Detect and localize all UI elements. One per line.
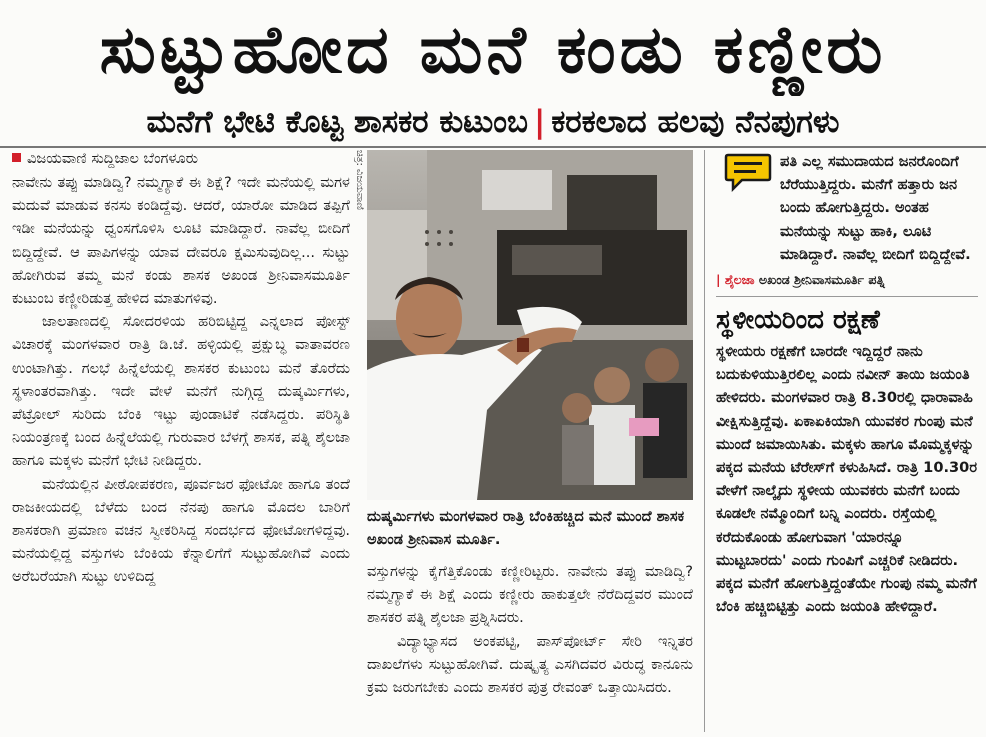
byline-marker-icon — [12, 153, 21, 162]
photo-caption: ದುಷ್ಕರ್ಮಿಗಳು ಮಂಗಳವಾರ ರಾತ್ರಿ ಬೆಂಕಿಹಚ್ಚಿದ ಮನೆ ಮುಂದೆ ಶಾಸಕ ಅಖಂಡ ಶ್ರೀನಿವಾಸ ಮೂರ್ತಿ. — [367, 508, 685, 549]
col1-paragraph-1: ನಾವೇನು ತಪ್ಪು ಮಾಡಿದ್ವಿ? ನಮ್ಮಗ್ಯಾಕೆ ಈ ಶಿಕ್ಷೆ? ಇದೇ ಮನೆಯಲ್ಲಿ ಮಗಳ ಮದುವೆ ಮಾಡುವ ಕನಸು ಕಂಡಿದ್ದೆವು. ಆದರೆ, ಯಾರೋ ಮಾಡಿದ ತಪ್ಪಿಗೆ ಇಡೀ ಮನೆಯನ್ನು ಧ್ವಂಸಗೊಳಿಸಿ ಲೂಟಿ ಮಾಡಿದ್ದಾರೆ. ನಾವೆಲ್ಲ ಬೀದಿಗೆ ಬಿದ್ದಿದ್ದೇವೆ. ಆ ಪಾಪಿಗಳನ್ನು ಯಾವ ದೇವರೂ ಕ್ಷಮಿಸುವುದಿಲ್ಲ... ಸುಟ್ಟು ಹೋಗಿರುವ ತಮ್ಮ ಮನೆ ಕಂಡು ಶಾಸಕ ಅಖಂಡ ಶ್ರೀನಿವಾಸಮೂರ್ತಿ ಕುಟುಂಬ ಕಣ್ಣೀರಿಡುತ್ತ ಹೇಳಿದ ಮಾತುಗಳಿವು. — [12, 174, 350, 308]
column-divider — [704, 150, 705, 732]
subheadline — [10, 100, 976, 144]
photo-credit: ಚಿತ್ರ: ವಿಜಯವಾಣಿ — [354, 150, 365, 210]
news-photo — [367, 150, 693, 500]
col1-paragraph-3: ಮನೆಯಲ್ಲಿನ ಪೀಠೋಪಕರಣ, ಪೂರ್ವಜರ ಫೋಟೋ ಹಾಗೂ ತಂದೆ ರಾಜಕೀಯದಲ್ಲಿ ಬೆಳೆದು ಬಂದ ನೆನಪು ಹಾಗೂ ಮೊದಲ ಬಾರಿಗೆ ಶಾಸಕರಾಗಿ ಪ್ರಮಾಣ ವಚನ ಸ್ವೀಕರಿಸಿದ್ದ ಸಂದರ್ಭದ ಫೋಟೋಗಳಿದ್ದವು. ಮನೆಯಲ್ಲಿದ್ದ ವಸ್ತುಗಳು ಬೆಂಕಿಯ ಕೆನ್ನಾಲಿಗೆಗೆ ಸುಟ್ಟುಹೋಗಿವೆ ಎಂದು ಅರೆಬರೆಯಾಗಿ ಸುಟ್ಟು ಉಳಿದಿದ್ದ — [12, 475, 350, 586]
subhead-separator: | — [534, 104, 546, 140]
quote-speaker: ಶೈಲಜಾ — [724, 272, 755, 287]
quote-body: ಪತಿ ಎಲ್ಲ ಸಮುದಾಯದ ಜನರೊಂದಿಗೆ ಬೆರೆಯುತ್ತಿದ್ದರು. ಮನೆಗೆ ಹತ್ತಾರು ಜನ ಬಂದು ಹೋಗುತ್ತಿದ್ದರು. ಅಂತಹ ಮನೆಯನ್ನು ಸುಟ್ಟು ಹಾಕಿ, ಲೂಟಿ ಮಾಡಿದ್ದಾರೆ. ನಾವೆಲ್ಲ ಬೀದಿಗೆ ಬಿದ್ದಿದ್ದೇವೆ. — [780, 153, 971, 263]
headline: ಸುಟ್ಟುಹೋದ ಮನೆ ಕಂಡು ಕಣ್ಣೀರು — [99, 11, 887, 88]
sidebar-text: ಸ್ಥಳೀಯರು ರಕ್ಷಣೆಗೆ ಬಾರದೇ ಇದ್ದಿದ್ದರೆ ನಾನು ಬದುಕುಳಿಯುತ್ತಿರಲಿಲ್ಲ ಎಂದು ನವೀನ್ ತಾಯಿ ಜಯಂತಿ ಹೇಳಿದರು. ಮಂಗಳವಾರ ರಾತ್ರಿ 8.30ರಲ್ಲಿ ಧಾರಾವಾಹಿ ವೀಕ್ಷಿಸುತ್ತಿದ್ದೆವು. ಏಕಾಏಕಿಯಾಗಿ ಯುವಕರ ಗುಂಪು ಮನೆ ಮುಂದೆ ಜಮಾಯಿಸಿತು. ಮಕ್ಕಳು ಹಾಗೂ ಮೊಮ್ಮಕ್ಕಳನ್ನು ಪಕ್ಕದ ಮನೆಯ ಟೆರೇಸ್‌ಗೆ ಕಳುಹಿಸಿದೆ. ರಾತ್ರಿ 10.30ರ ವೇಳೆಗೆ ನಾಲ್ಕೈದು ಸ್ಥಳೀಯ ಯುವಕರು ಮನೆಗೆ ಬಂದು ಕೂಡಲೇ ನಮ್ಮೊಂದಿಗೆ ಬನ್ನಿ ಎಂದರು. ರಸ್ತೆಯಲ್ಲಿ ಕರೆದುಕೊಂಡು ಹೋಗುವಾಗ 'ಯಾರನ್ನೂ ಮುಟ್ಟಬಾರದು' ಎಂದು ಗುಂಪಿಗೆ ಎಚ್ಚರಿಕೆ ನೀಡಿದರು. ಪಕ್ಕದ ಮನೆಗೆ ಹೋಗುತ್ತಿದ್ದಂತೆಯೇ ಗುಂಪು ನಮ್ಮ ಮನೆಗೆ ಬೆಂಕಿ ಹಚ್ಚಿಬಿಟ್ಟಿತ್ತು ಎಂದು ಜಯಂತಿ ಹೇಳಿದ್ದಾರೆ. — [716, 343, 978, 616]
sidebar-divider — [716, 296, 978, 297]
col2-paragraph-2: ವಿದ್ಯಾಭ್ಯಾಸದ ಅಂಕಪಟ್ಟಿ, ಪಾಸ್‌ಪೋರ್ಟ್ ಸೇರಿ ಇನ್ನಿತರ ದಾಖಲೆಗಳು ಸುಟ್ಟುಹೋಗಿವೆ. ದುಷ್ಕೃತ್ಯ ಎಸಗಿದವರ ವಿರುದ್ಧ ಕಾನೂನು ಕ್ರಮ ಜರುಗಬೇಕು ಎಂದು ಶಾಸಕರ ಪುತ್ರ ರೇವಂತ್ ಒತ್ತಾಯಿಸಿದರು. — [367, 632, 693, 697]
col1-paragraph-2: ಜಾಲತಾಣದಲ್ಲಿ ಸೋದರಳಿಯ ಹರಿಬಿಟ್ಟಿದ್ದ ಎನ್ನಲಾದ ಪೋಸ್ಟ್ ವಿಚಾರಕ್ಕೆ ಮಂಗಳವಾರ ರಾತ್ರಿ ಡಿ.ಜೆ. ಹಳ್ಳಿಯಲ್ಲಿ ಪ್ರಕ್ಷುಬ್ಧ ವಾತಾವರಣ ಉಂಟಾಗಿತ್ತು. ಗಲಭೆ ಹಿನ್ನೆಲೆಯಲ್ಲಿ ಶಾಸಕರ ಕುಟುಂಬ ಮನೆ ತೊರೆದು ಸ್ಥಳಾಂತರವಾಗಿತ್ತು. ಇದೇ ವೇಳೆ ಮನೆಗೆ ನುಗ್ಗಿದ್ದ ದುಷ್ಕರ್ಮಿಗಳು, ಪೆಟ್ರೋಲ್ ಸುರಿದು ಬೆಂಕಿ ಇಟ್ಟು ಪುಂಡಾಟಿಕೆ ನಡೆಸಿದ್ದರು. ಪರಿಸ್ಥಿತಿ ನಿಯಂತ್ರಣಕ್ಕೆ ಬಂದ ಹಿನ್ನೆಲೆಯಲ್ಲಿ ಗುರುವಾರ ಬೆಳಗ್ಗೆ ಶಾಸಕ, ಪತ್ನಿ ಶೈಲಜಾ ಹಾಗೂ ಮಕ್ಕಳು ಮನೆಗೆ ಭೇಟಿ ನೀಡಿದ್ದರು. — [12, 313, 350, 470]
headline-divider — [0, 146, 986, 148]
byline — [12, 149, 350, 169]
photo-scene-illustration — [367, 150, 693, 500]
col2-paragraph-1: ವಸ್ತುಗಳನ್ನು ಕೈಗೆತ್ತಿಕೊಂಡು ಕಣ್ಣೀರಿಟ್ಟರು. ನಾವೇನು ತಪ್ಪು ಮಾಡಿದ್ವಿ? ನಮ್ಮಗ್ಯಾಕೆ ಈ ಶಿಕ್ಷೆ ಎಂದು ಕಣ್ಣೀರು ಹಾಕುತ್ತಲೇ ನೆರೆದಿದ್ದವರ ಮುಂದೆ ಶಾಸಕರ ಪತ್ನಿ ಶೈಲಜಾ ಪ್ರಶ್ನಿಸಿದರು. — [367, 563, 693, 627]
quote-text — [716, 150, 978, 266]
article-column-1 — [12, 149, 350, 589]
subhead-right: ಕರಕಲಾದ ಹಲವು ನೆನಪುಗಳು — [551, 104, 840, 140]
article-column-2 — [367, 560, 693, 699]
byline-text: ವಿಜಯವಾಣಿ ಸುದ್ದಿಜಾಲ ಬೆಂಗಳೂರು — [27, 150, 199, 167]
sidebar-heading: ಸ್ಥಳೀಯರಿಂದ ರಕ್ಷಣೆ — [716, 305, 880, 335]
quote-attribution: | ಶೈಲಜಾ ಅಖಂಡ ಶ್ರೀನಿವಾಸಮೂರ್ತಿ ಪತ್ನಿ — [716, 272, 885, 287]
subhead-left: ಮನೆಗೆ ಭೇಟಿ ಕೊಟ್ಟ ಶಾಸಕರ ಕುಟುಂಬ — [146, 104, 529, 140]
quote-speaker-desc: ಅಖಂಡ ಶ್ರೀನಿವಾಸಮೂರ್ತಿ ಪತ್ನಿ — [758, 272, 885, 287]
